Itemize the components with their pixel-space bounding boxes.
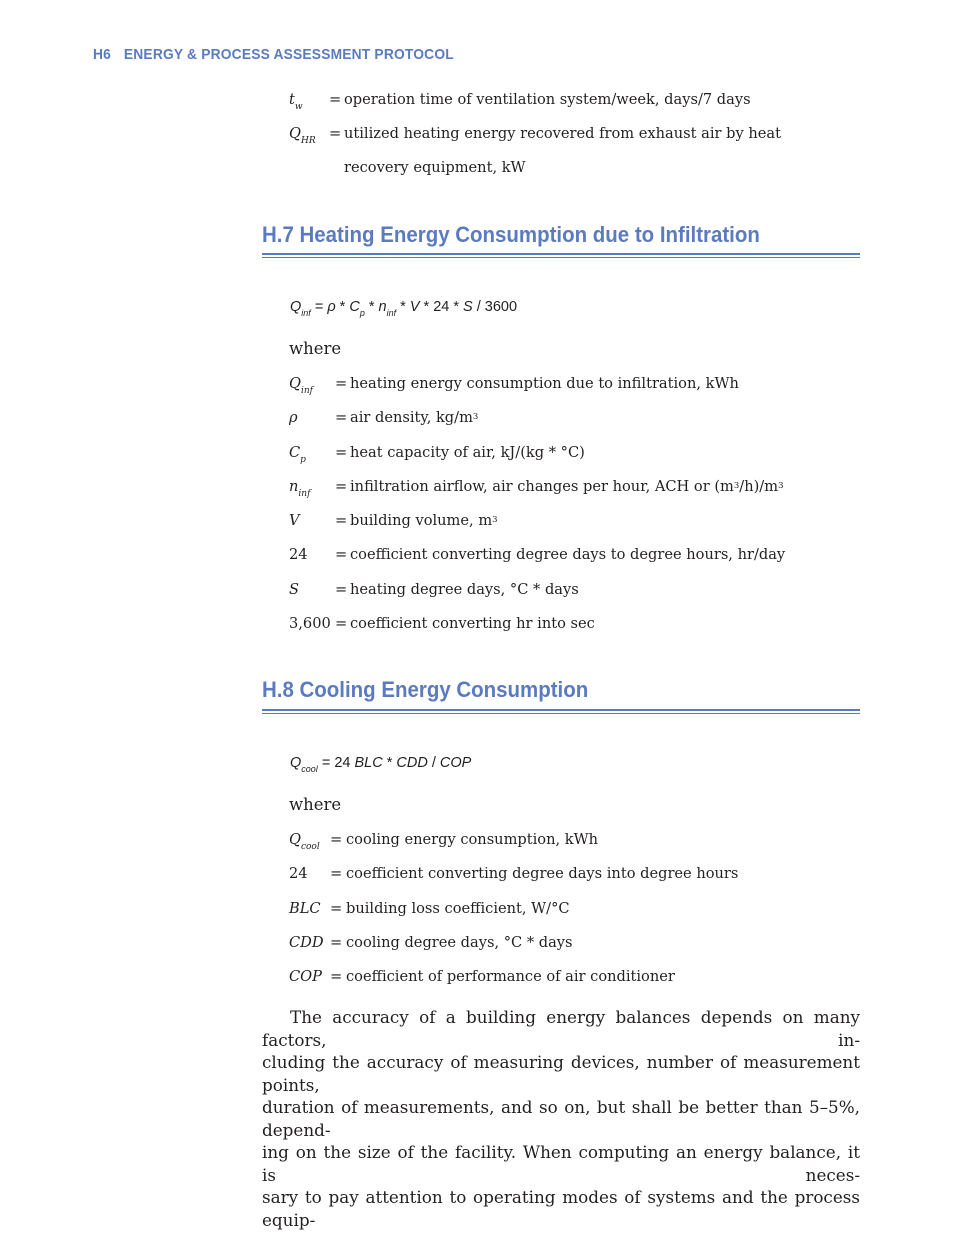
paragraph-line: sary to pay attention to operating modes of systems and the process equip- <box>262 1187 860 1230</box>
symbol: BLC <box>289 899 321 917</box>
equals-sign: = <box>335 409 348 427</box>
symbol: $Q_{cool}$ <box>289 831 320 852</box>
symbol: V <box>289 512 300 530</box>
paragraph-line: duration of measurements, and so on, but shall be better than 5–5%, depend- <box>262 1097 860 1140</box>
symbol: $t_w$ <box>289 91 303 112</box>
equals-sign: = <box>335 615 348 633</box>
paragraph-line: cluding the accuracy of measuring devices, number of measurement points, <box>262 1052 860 1095</box>
equals-sign: = <box>330 831 343 848</box>
symbol: S <box>289 580 299 598</box>
symbol: 24 <box>289 546 308 564</box>
equals-sign: = <box>335 546 348 564</box>
definition-text: utilized heating energy recovered from exhaust air by heat recovery equipment, kW <box>344 125 781 177</box>
where-label: where <box>289 339 342 358</box>
symbol: COP <box>289 968 322 986</box>
section-title-h8: H.8 Cooling Energy Consumption <box>262 677 589 702</box>
symbol: 24 <box>289 865 308 883</box>
definition-text: heating energy consumption due to infiltration, kWh <box>350 375 739 392</box>
equals-sign: = <box>335 477 348 495</box>
formula-infiltration: $Q_{inf} = \rho * C_p * n_{inf} * V * 24 * S / 3600$ <box>290 299 518 318</box>
equals-sign: = <box>335 512 348 530</box>
equals-sign: = <box>335 375 348 392</box>
equals-sign: = <box>335 443 348 461</box>
symbol: $C_p$ <box>289 443 306 465</box>
definition-text: building volume, $m^3$ <box>350 512 498 530</box>
section-title-h7: H.7 Heating Energy Consumption due to Infiltration <box>262 222 760 247</box>
body-paragraph <box>262 1006 860 1231</box>
paragraph-line: ing on the size of the facility. When computing an energy balance, it is neces- <box>262 1142 860 1185</box>
definition-text: cooling degree days, °C * days <box>346 933 573 951</box>
definition-text: coefficient converting hr into sec <box>350 615 595 633</box>
definition-text: infiltration airflow, air changes per hour, ACH or $(m^3/h)/m^3$ <box>350 477 784 495</box>
symbol: ρ <box>289 409 298 427</box>
definition-text: coefficient converting degree days to degree hours, hr/day <box>350 546 786 564</box>
symbol: $Q_{inf}$ <box>289 375 313 396</box>
symbol: 3,600 <box>289 615 331 633</box>
where-label: where <box>289 795 342 814</box>
running-head <box>93 46 454 63</box>
equals-sign: = <box>330 933 343 951</box>
definition-text: coefficient converting degree days into degree hours <box>346 865 739 883</box>
definition-text: cooling energy consumption, kWh <box>346 831 598 848</box>
running-title: ENERGY & PROCESS ASSESSMENT PROTOCOL <box>123 46 454 63</box>
equals-sign: = <box>329 125 342 143</box>
equals-sign: = <box>330 968 343 986</box>
symbol: $n_{inf}$ <box>289 477 311 499</box>
paragraph-line: The accuracy of a building energy balances depends on many factors, in- <box>262 1007 860 1050</box>
definition-text: coefficient of performance of air conditioner <box>346 968 675 986</box>
definition-text: air density, $kg/m^3$ <box>350 409 479 427</box>
section-rule <box>262 709 860 714</box>
definition-text: operation time of ventilation system/week, days/7 days <box>344 91 751 108</box>
definition-text: heating degree days, °C * days <box>350 580 579 598</box>
symbol: $Q_{HR}$ <box>289 125 316 147</box>
page-number: H6 <box>93 46 112 63</box>
definition-text: building loss coefficient, W/°C <box>346 899 570 917</box>
definition-text: heat capacity of air, kJ/(kg * °C) <box>350 443 585 461</box>
equals-sign: = <box>330 865 343 883</box>
symbol: CDD <box>289 933 324 951</box>
equals-sign: = <box>335 580 348 598</box>
equals-sign: = <box>330 899 343 917</box>
equals-sign: = <box>329 91 342 108</box>
formula-cooling: $Q_{cool} = 24$ BLC * CDD / COP <box>290 755 472 774</box>
section-rule <box>262 253 860 258</box>
